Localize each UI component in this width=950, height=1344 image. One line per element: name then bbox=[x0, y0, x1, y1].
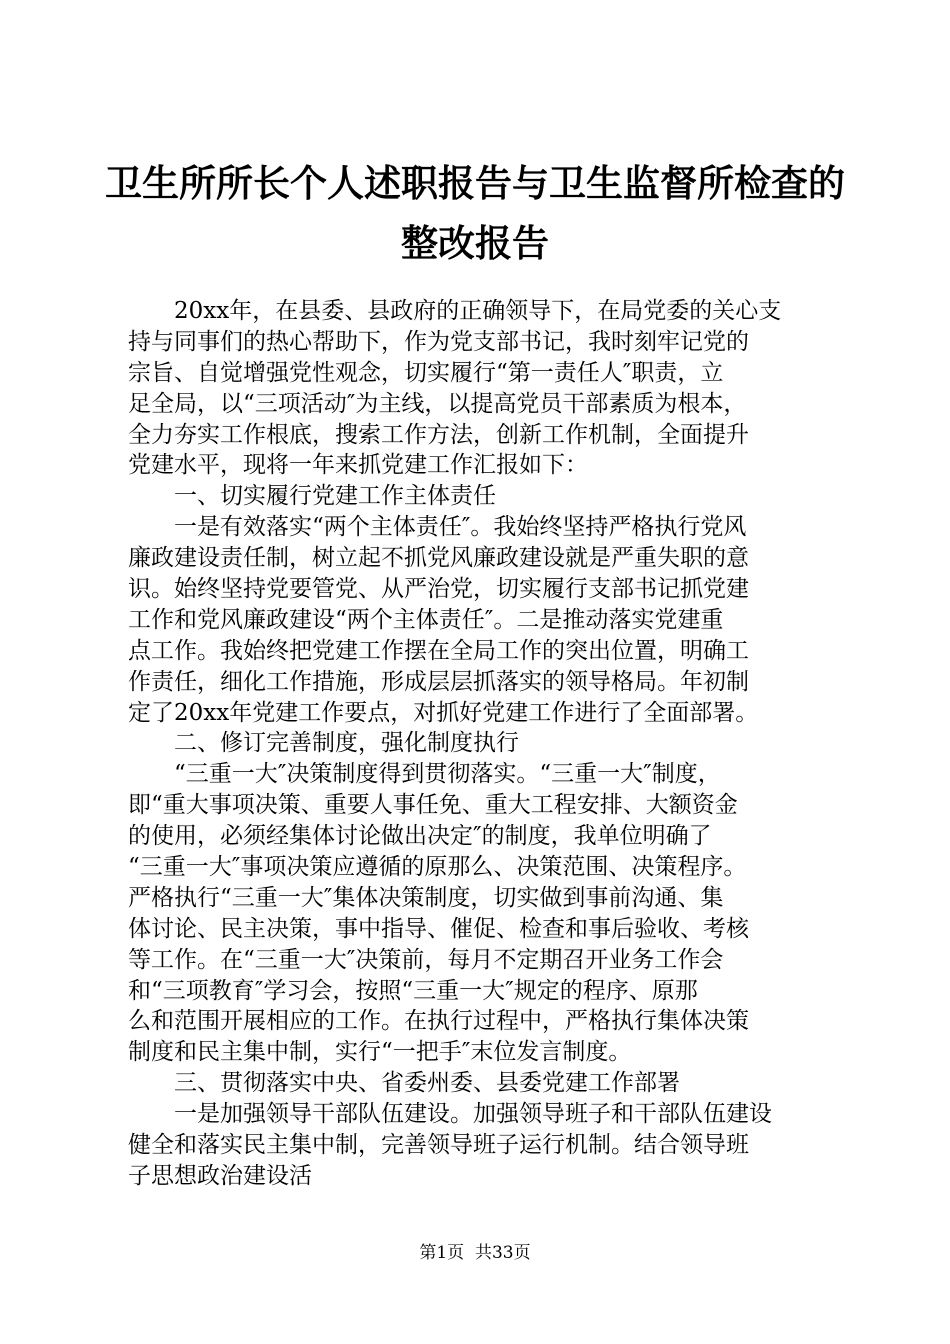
section-heading: 三、贯彻落实中央、省委州委、县委党建工作部署 bbox=[128, 1070, 680, 1097]
body-line: 持与同事们的热心帮助下，作为党支部书记，我时刻牢记党的 bbox=[128, 328, 749, 355]
body-line: 一是加强领导干部队伍建设。加强领导班子和干部队伍建设 bbox=[128, 1101, 772, 1128]
body-line: 严格执行“三重一大″集体决策制度，切实做到事前沟通、集 bbox=[128, 884, 724, 911]
body-line: “三重一大″事项决策应遵循的原那么、决策范围、决策程序。 bbox=[128, 854, 747, 881]
body-line: 足全局，以“三项活动″为主线，以提高党员干部素质为根本， bbox=[128, 390, 747, 417]
body-line: 等工作。在“三重一大″决策前，每月不定期召开业务工作会 bbox=[128, 946, 724, 973]
body-line: 体讨论、民主决策，事中指导、催促、检查和事后验收、考核 bbox=[128, 915, 749, 942]
body-line: 定了20xx年党建工作要点，对抓好党建工作进行了全面部署。 bbox=[128, 699, 759, 726]
page-number: 第1页 共33页 bbox=[419, 1243, 531, 1263]
body-line: 即“重大事项决策、重要人事任免、重大工程安排、大额资金 bbox=[128, 792, 738, 819]
body-line: 工作和党风廉政建设“两个主体责任″。二是推动落实党建重 bbox=[128, 606, 724, 633]
body-line: 20xx年，在县委、县政府的正确领导下，在局党委的关心支 bbox=[128, 298, 782, 324]
body-line: 制度和民主集中制，实行“一把手″末位发言制度。 bbox=[128, 1039, 632, 1066]
body-line: 健全和落实民主集中制，完善领导班子运行机制。结合领导班 bbox=[128, 1132, 749, 1159]
body-line: 全力夯实工作根底，搜索工作方法，创新工作机制，全面提升 bbox=[128, 421, 749, 448]
section-heading: 一、切实履行党建工作主体责任 bbox=[128, 483, 496, 510]
body-line: 作责任，细化工作措施，形成层层抓落实的领导格局。年初制 bbox=[128, 668, 749, 695]
document-title-line-1: 卫生所所长个人述职报告与卫生监督所检查的 bbox=[105, 161, 845, 205]
body-line: 的使用，必须经集体讨论做出决定″的制度，我单位明确了 bbox=[128, 823, 712, 850]
section-heading: 二、修订完善制度，强化制度执行 bbox=[128, 730, 519, 757]
body-line: 点工作。我始终把党建工作摆在全局工作的突出位置，明确工 bbox=[128, 637, 749, 664]
body-line: 廉政建设责任制，树立起不抓党风廉政建设就是严重失职的意 bbox=[128, 545, 749, 572]
body-line: 子思想政治建设活 bbox=[128, 1162, 312, 1189]
body-line: 宗旨、自觉增强党性观念，切实履行“第一责任人″职责，立 bbox=[128, 359, 724, 386]
body-line: 和“三项教育″学习会，按照“三重一大″规定的程序、原那 bbox=[128, 977, 698, 1004]
body-line: “三重一大″决策制度得到贯彻落实。“三重一大″制度， bbox=[128, 761, 721, 788]
body-line: 党建水平，现将一年来抓党建工作汇报如下： bbox=[128, 452, 588, 479]
document-body bbox=[128, 296, 828, 1192]
body-line: 识。始终坚持党要管党、从严治党，切实履行支部书记抓党建 bbox=[128, 576, 749, 603]
document-title-line-2: 整改报告 bbox=[401, 221, 549, 265]
body-line: 一是有效落实“两个主体责任″。我始终坚持严格执行党风 bbox=[128, 514, 747, 541]
body-line: 么和范围开展相应的工作。在执行过程中，严格执行集体决策 bbox=[128, 1008, 749, 1035]
